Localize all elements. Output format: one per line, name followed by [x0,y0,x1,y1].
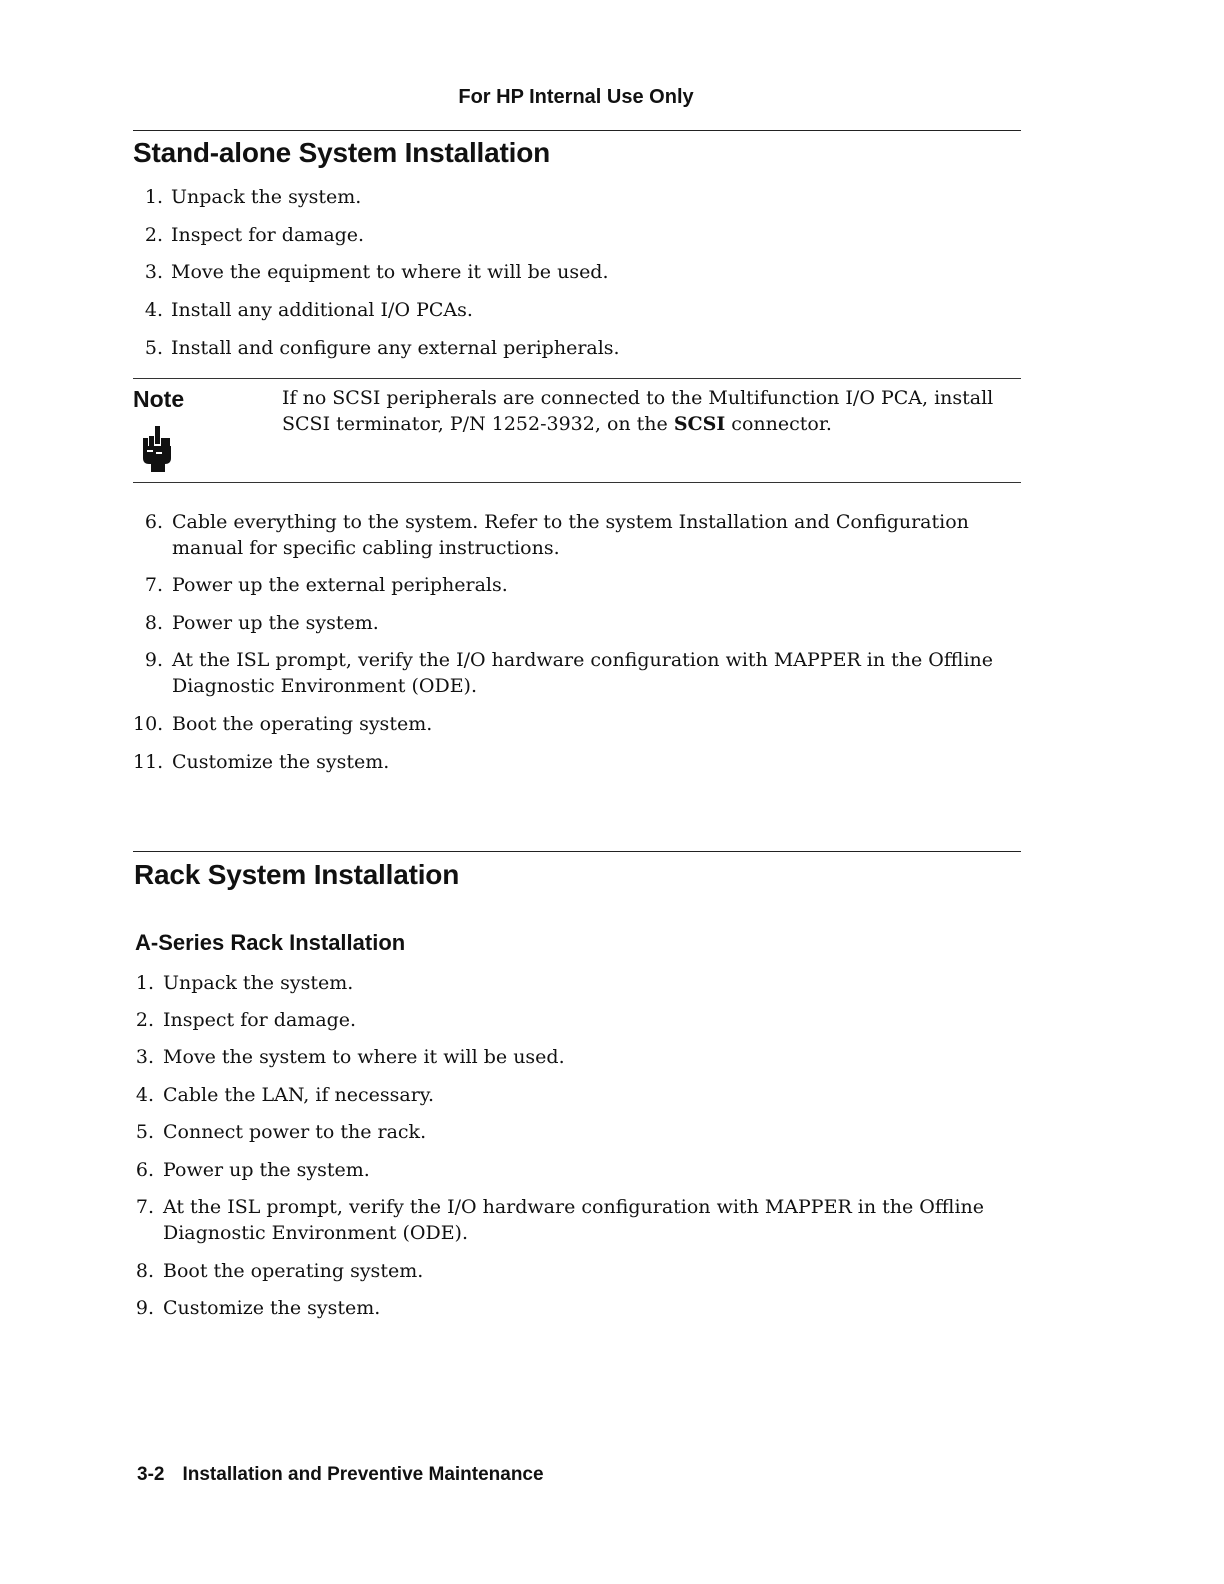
step-number: 11. [133,751,164,773]
step-number: 5. [144,337,163,359]
note-text [282,385,1012,437]
step-text: Move the system to where it will be used. [163,1046,565,1068]
step-number: 1. [135,972,154,994]
a-series-subtitle: A-Series Rack Installation [135,930,406,955]
step-number: 2. [135,1009,154,1031]
pointing-hand-icon [140,424,174,474]
step-text: Power up the system. [163,1159,370,1181]
step-text: Power up the external peripherals. [172,574,508,596]
step-text: At the ISL prompt, verify the I/O hardware configuration with MAPPER in the Offline [172,649,994,671]
step-number: 8. [144,612,163,634]
step-text: Install any additional I/O PCAs. [171,299,473,321]
step-text: Connect power to the rack. [163,1121,427,1143]
rack-section-rule [133,851,1021,852]
footer-title: Installation and Preventive Maintenance [182,1464,544,1485]
scsi-connector-label: SCSI [673,413,726,435]
rack-section-title: Rack System Installation [134,859,460,890]
step-number: 6. [144,511,163,533]
page-footer [137,1464,544,1486]
step-number: 9. [144,649,163,671]
step-number: 8. [135,1260,154,1282]
step-text: Power up the system. [172,612,379,634]
step-text: Move the equipment to where it will be used. [171,261,609,283]
step-number: 9. [135,1297,154,1319]
step-text: Inspect for damage. [171,224,365,246]
note-text-part: If no SCSI peripherals are connected to the Multifunction I/O PCA, install SCSI terminator, P/N 1252-3932, on the [282,387,994,435]
standalone-section-title: Stand-alone System Installation [133,137,550,168]
step-text: Cable everything to the system. Refer to the system Installation and Configuration [172,511,969,533]
step-text: Boot the operating system. [163,1260,424,1282]
step-text: Boot the operating system. [172,713,433,735]
step-number: 5. [135,1121,154,1143]
step-number: 1. [144,186,163,208]
internal-use-banner: For HP Internal Use Only [458,86,694,108]
step-number: 7. [144,574,163,596]
header-rule [133,130,1021,131]
step-number: 3. [135,1046,154,1068]
step-number: 2. [144,224,163,246]
note-label: Note [133,386,185,412]
step-text: Install and configure any external peripherals. [171,337,620,359]
step-text: Unpack the system. [171,186,362,208]
step-text: Cable the LAN, if necessary. [163,1084,435,1106]
step-text: Diagnostic Environment (ODE). [163,1222,469,1244]
step-text: Unpack the system. [163,972,354,994]
step-number: 6. [135,1159,154,1181]
step-text: Customize the system. [163,1297,381,1319]
step-text: At the ISL prompt, verify the I/O hardware configuration with MAPPER in the Offline [163,1196,985,1218]
note-top-rule [133,378,1021,379]
step-number: 3. [144,261,163,283]
note-text-part: connector. [725,413,832,435]
step-number: 10. [133,713,164,735]
step-number: 7. [135,1196,154,1218]
step-number: 4. [135,1084,154,1106]
note-bottom-rule [133,482,1021,483]
step-text: Customize the system. [172,751,390,773]
page-number: 3-2 [137,1464,165,1485]
step-text: Diagnostic Environment (ODE). [172,675,478,697]
step-number: 4. [144,299,163,321]
step-text: Inspect for damage. [163,1009,357,1031]
step-text: manual for specific cabling instructions. [172,537,560,559]
